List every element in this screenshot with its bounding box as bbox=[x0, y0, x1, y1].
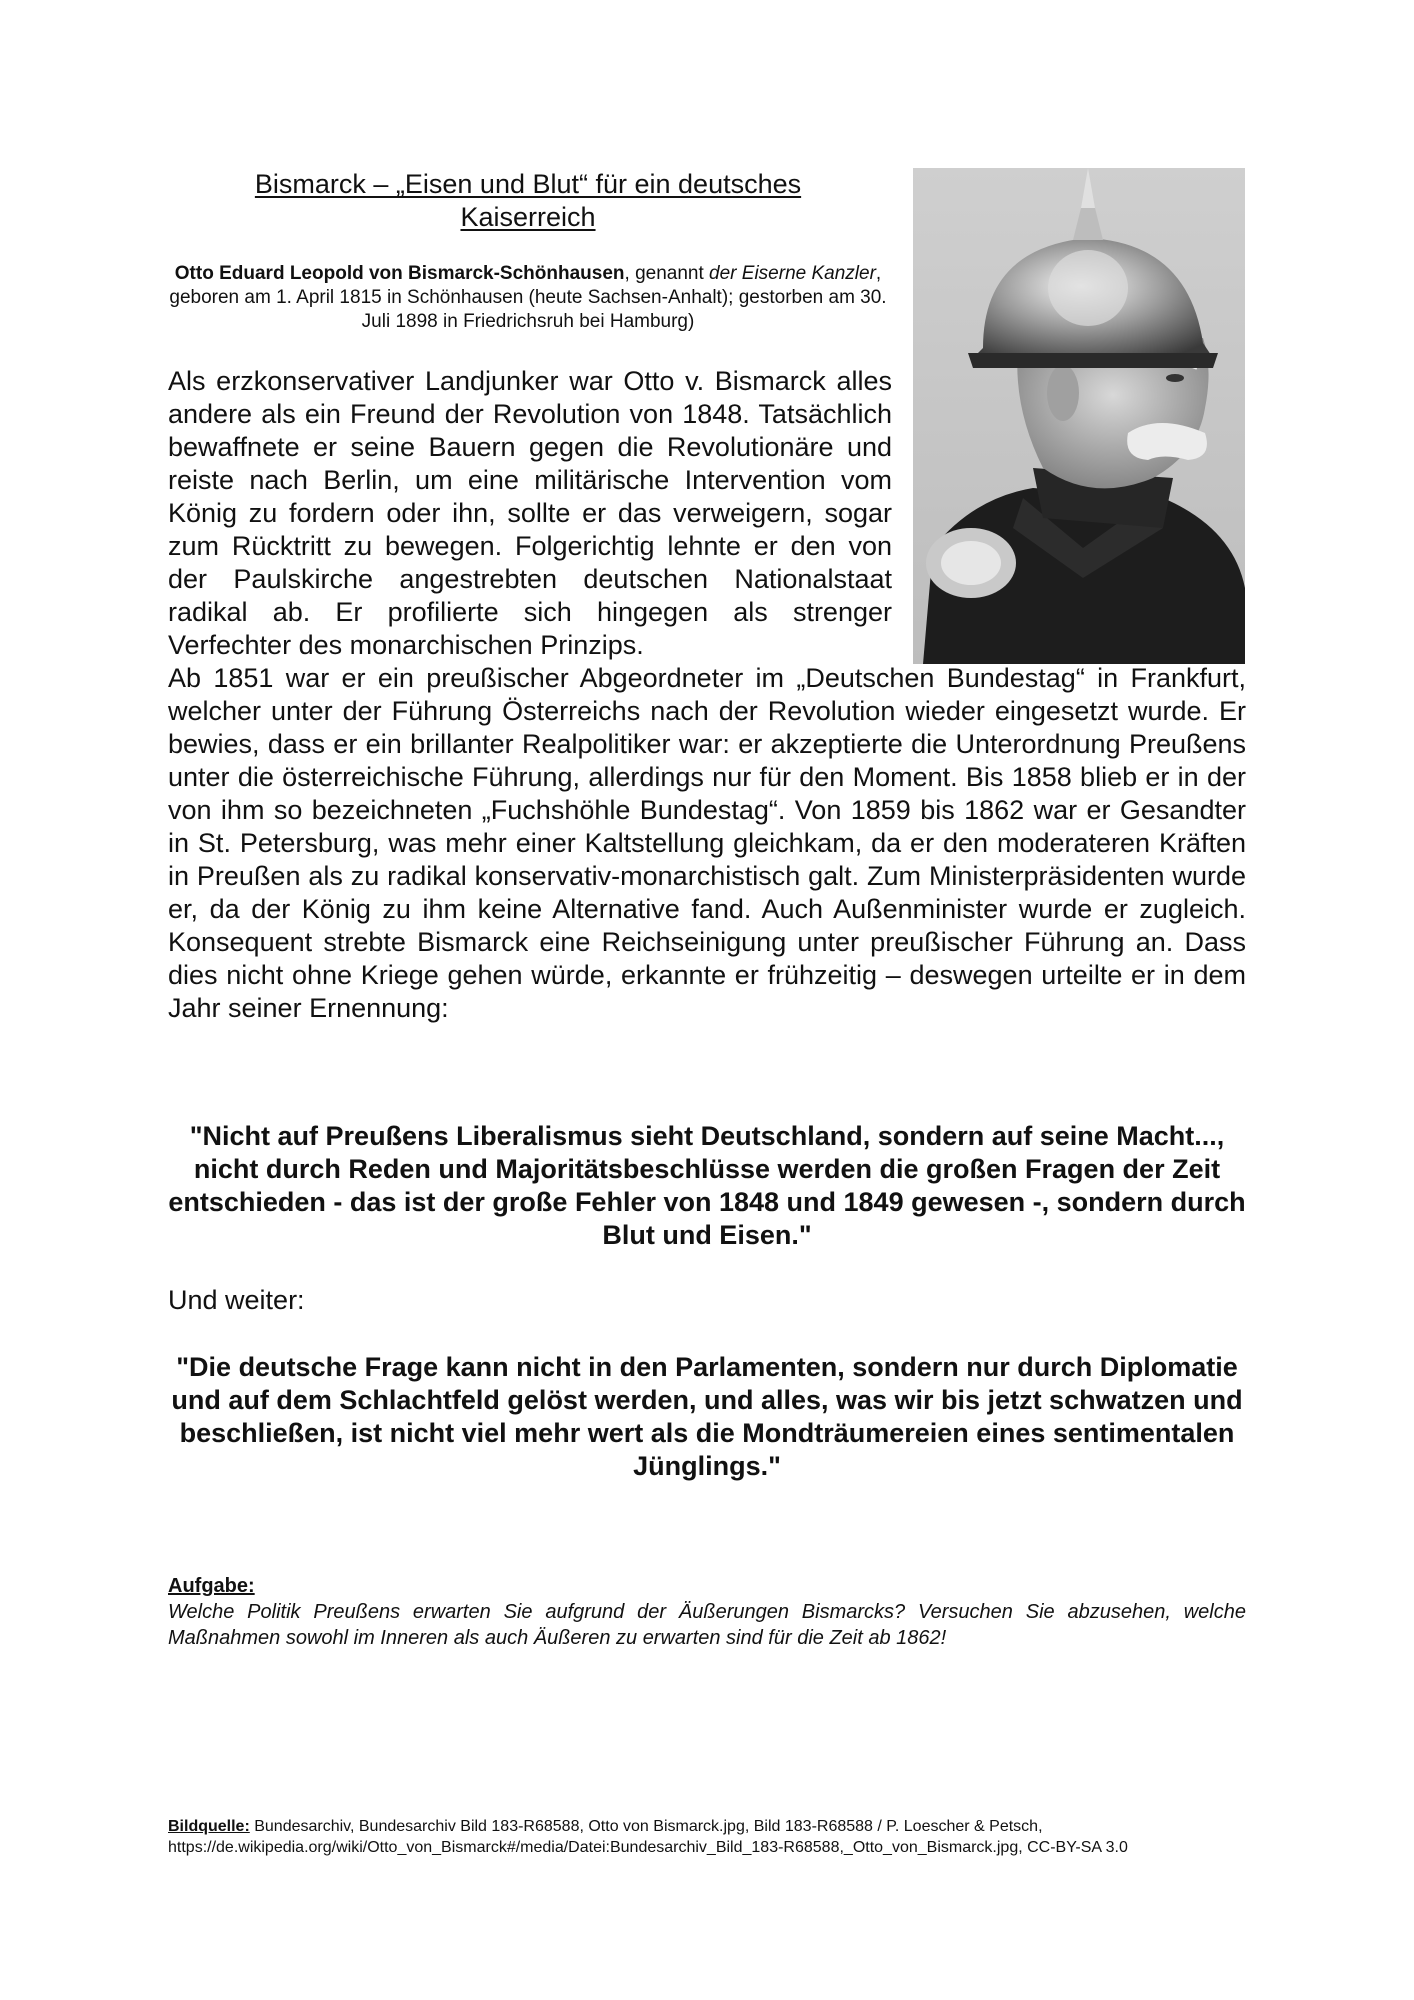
quote-blood-and-iron: "Nicht auf Preußens Liberalismus sieht Deutschland, sondern auf seine Macht..., nicht durch Reden und Majoritätsbeschlüsse werden die großen Fragen der Zeit entschieden - das ist der große Fehler von 1848 und 1849 gewesen -, sondern durch Blut und Eisen." bbox=[168, 1121, 1246, 1250]
task-block bbox=[168, 1573, 1246, 1651]
task-question: Welche Politik Preußens erwarten Sie aufgrund der Äußerungen Bismarcks? Versuchen Sie abzusehen, welche Maßnahmen sowohl im Inneren als auch Äußeren zu erwarten sind für die Zeit ab 1862! bbox=[168, 1601, 1246, 1649]
bio-rest: , geboren am 1. April 1815 in Schönhausen (heute Sachsen-Anhalt); gestorben am 30. Juli 1898 in Friedrichsruh bei Hamburg) bbox=[169, 263, 887, 332]
und-weiter-label: Und weiter: bbox=[168, 1285, 305, 1315]
source-text: Bundesarchiv, Bundesarchiv Bild 183-R68588, Otto von Bismarck.jpg, Bild 183-R68588 / P. Loescher & Petsch, https://de.wikipedia.org/wiki/Otto_von_Bismarck#/media/Datei:Bundesarchiv_Bild_183-R68588,_Otto_von_Bismarck.jpg, CC-BY-SA 3.0 bbox=[168, 1818, 1128, 1856]
source-label: Bildquelle: bbox=[168, 1818, 250, 1835]
paragraph-intro: Als erzkonservativer Landjunker war Otto v. Bismarck alles andere als ein Freund der Revolution von 1848. Tatsächlich bewaffnete er seine Bauern gegen die Revolutionäre und reiste nach Berlin, um eine militärische Intervention vom König zu fordern oder ihn, sollte er das verweigern, sogar zum Rücktritt zu bewegen. Folgerichtig lehnte er den von der Paulskirche angestrebten deutschen Nationalstaat radikal ab. Er profilierte sich hingegen als strenger Verfechter des monarchischen Prinzips. bbox=[168, 366, 892, 660]
paragraph-career: Ab 1851 war er ein preußischer Abgeordneter im „Deutschen Bundestag“ in Frankfurt, welcher unter der Führung Österreichs nach der Revolution wieder eingesetzt wurde. Er bewies, dass er ein brillanter Realpolitiker war: er akzeptierte die Unterordnung Preußens unter die österreichische Führung, allerdings nur für den Moment. Bis 1858 blieb er in der von ihm so bezeichneten „Fuchshöhle Bundestag“. Von 1859 bis 1862 war er Gesandter in St. Petersburg, was mehr einer Kaltstellung gleichkam, da er den moderateren Kräften in Preußen als zu radikal konservativ-monarchistisch galt. Zum Ministerpräsidenten wurde er, da der König zu ihm keine Alternative fand. Auch Außenminister wurde er zugleich. Konsequent strebte Bismarck eine Reichseinigung unter preußischer Führung an. Dass dies nicht ohne Kriege gehen würde, erkannte er frühzeitig – deswegen urteilte er in dem Jahr seiner Ernennung: bbox=[168, 663, 1246, 1023]
title-line-2: Kaiserreich bbox=[460, 202, 596, 232]
bio-caption bbox=[168, 262, 888, 334]
portrait-illustration bbox=[913, 168, 1245, 664]
page-title bbox=[168, 168, 888, 234]
quote-german-question: "Die deutsche Frage kann nicht in den Parlamenten, sondern nur durch Diplomatie und auf dem Schlachtfeld gelöst werden, und alles, was wir bis jetzt schwatzen und beschließen, ist nicht viel mehr wert als die Mondträumereien eines sentimentalen Jünglings." bbox=[171, 1352, 1243, 1481]
portrait-photo bbox=[913, 168, 1245, 664]
task-label: Aufgabe: bbox=[168, 1575, 255, 1597]
title-line-1: Bismarck – „Eisen und Blut“ für ein deutsches bbox=[254, 169, 802, 199]
bio-sep: , genannt bbox=[624, 263, 710, 284]
image-source bbox=[168, 1816, 1248, 1858]
bio-nickname: der Eiserne Kanzler bbox=[709, 263, 876, 284]
bio-name: Otto Eduard Leopold von Bismarck-Schönhausen bbox=[174, 263, 625, 284]
